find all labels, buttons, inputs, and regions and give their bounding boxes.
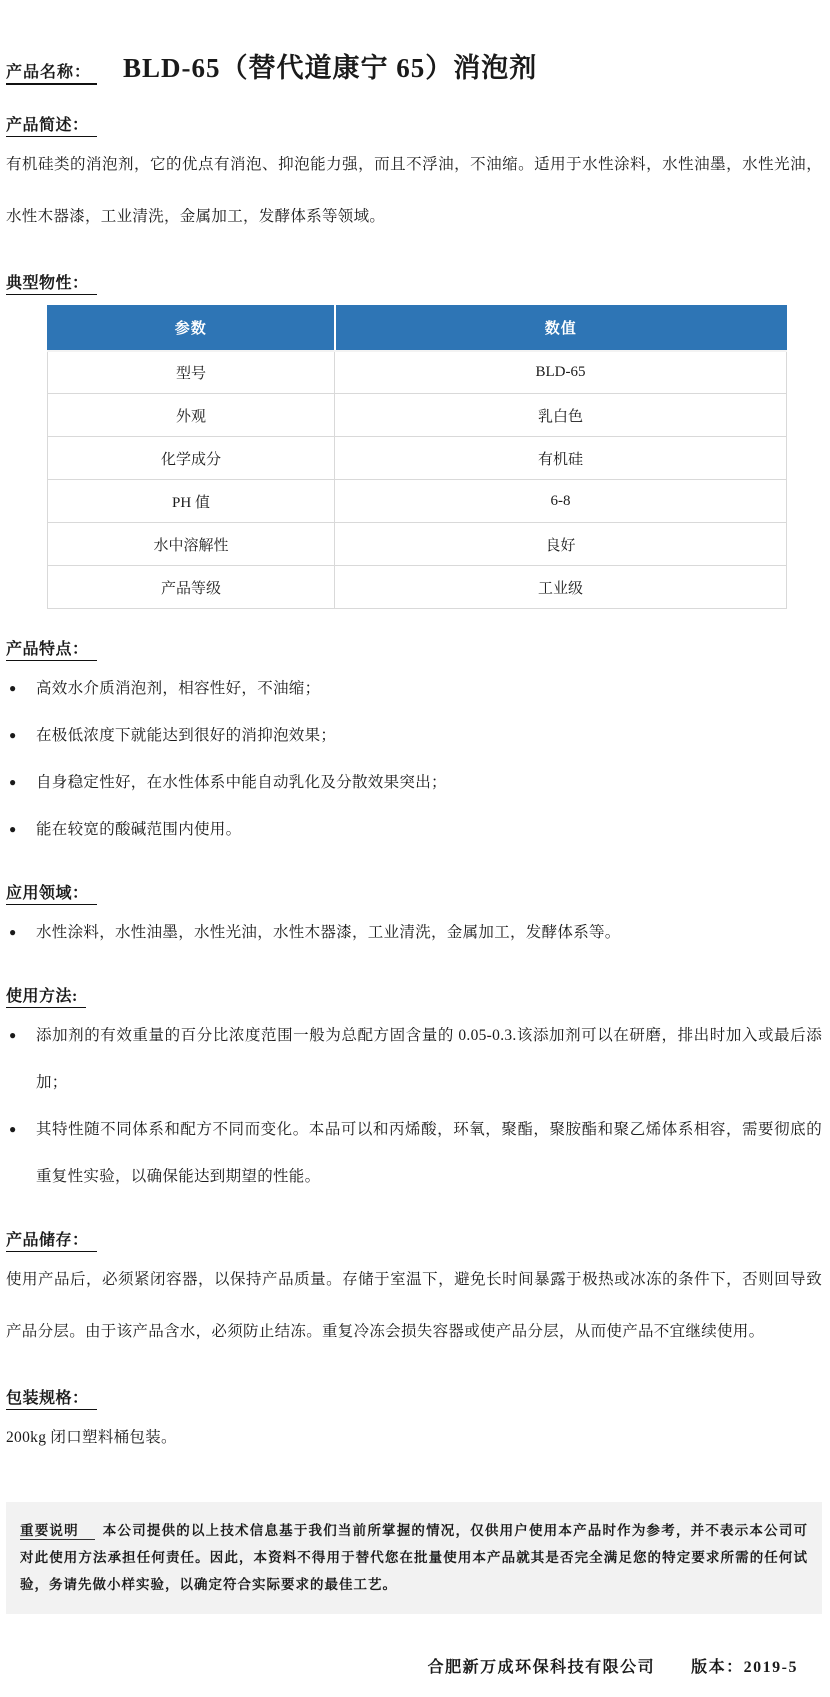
table-row [48, 394, 787, 437]
version-label: 版本：2019-5 [691, 1659, 798, 1676]
notice-label: 重要说明 [20, 1523, 95, 1540]
important-notice-box [6, 1502, 822, 1614]
param-cell: 化学成分 [48, 437, 335, 480]
table-row [48, 523, 787, 566]
feature-text: 自身稳定性好，在水性体系中能自动乳化及分散效果突出； [36, 774, 447, 791]
feature-text: 高效水介质消泡剂，相容性好，不油缩； [36, 680, 321, 697]
feature-text: 能在较宽的酸碱范围内使用。 [36, 821, 242, 838]
value-cell: 6-8 [335, 480, 787, 523]
bullet-icon: ● [9, 681, 17, 695]
list-item [6, 712, 822, 759]
notice-text: 本公司提供的以上技术信息基于我们当前所掌握的情况，仅供用户使用本产品时作为参考，并不表示本公司可对此使用方法承担任何责任。因此，本资料不得用于替代您在批量使用本产品就其是否完全满足您的特定要求所需的任何试验，务请先做小样实验，以确定符合实际要求的最佳工艺。 [20, 1523, 809, 1592]
document-footer [6, 1654, 822, 1677]
value-cell: 良好 [335, 523, 787, 566]
applications-list [6, 909, 822, 956]
usage-list [6, 1012, 822, 1200]
application-text: 水性涂料，水性油墨，水性光油，水性木器漆，工业清洗，金属加工，发酵体系等。 [36, 924, 621, 941]
properties-table [47, 305, 787, 609]
bullet-icon: ● [9, 822, 17, 836]
param-cell: 水中溶解性 [48, 523, 335, 566]
table-row [48, 480, 787, 523]
column-header-value: 数值 [335, 306, 787, 351]
document-title-line [6, 46, 822, 85]
table-row [48, 437, 787, 480]
bullet-icon: ● [9, 1122, 17, 1136]
section-heading-applications-label: 应用领域： [6, 885, 97, 905]
features-list [6, 665, 822, 853]
brief-paragraph: 有机硅类的消泡剂，它的优点有消泡、抑泡能力强，而且不浮油，不油缩。适用于水性涂料，水性油墨，水性光油，水性木器漆，工业清洗，金属加工，发酵体系等领域。 [6, 156, 822, 225]
packaging-paragraph: 200kg 闭口塑料桶包装。 [6, 1429, 177, 1446]
value-cell: 有机硅 [335, 437, 787, 480]
table-row [48, 566, 787, 609]
column-header-param: 参数 [48, 306, 335, 351]
list-item [6, 909, 822, 956]
table-header-row [48, 306, 787, 351]
bullet-icon: ● [9, 1028, 17, 1042]
section-heading-packaging [6, 1385, 822, 1408]
param-cell: PH 值 [48, 480, 335, 523]
table-row [48, 351, 787, 394]
bullet-icon: ● [9, 925, 17, 939]
param-cell: 外观 [48, 394, 335, 437]
feature-text: 在极低浓度下就能达到很好的消抑泡效果； [36, 727, 337, 744]
bullet-icon: ● [9, 728, 17, 742]
bullet-icon: ● [9, 775, 17, 789]
product-name-label: 产品名称： [6, 59, 97, 85]
param-cell: 产品等级 [48, 566, 335, 609]
section-heading-storage-label: 产品储存： [6, 1232, 97, 1252]
section-heading-brief-label: 产品简述： [6, 117, 97, 137]
list-item [6, 1106, 822, 1200]
value-cell: 工业级 [335, 566, 787, 609]
section-heading-storage [6, 1227, 822, 1250]
usage-text: 其特性随不同体系和配方不同而变化。本品可以和丙烯酸，环氧，聚酯，聚胺酯和聚乙烯体系相容，需要彻底的重复性实验，以确保能达到期望的性能。 [36, 1121, 822, 1185]
section-heading-usage [6, 983, 822, 1006]
value-cell: 乳白色 [335, 394, 787, 437]
section-heading-features-label: 产品特点： [6, 641, 97, 661]
page-title: BLD-65（替代道康宁 65）消泡剂 [123, 53, 538, 83]
list-item [6, 759, 822, 806]
usage-text: 添加剂的有效重量的百分比浓度范围一般为总配方固含量的 0.05-0.3.该添加剂可以在研磨，排出时加入或最后添加； [36, 1027, 822, 1091]
section-heading-features [6, 636, 822, 659]
storage-paragraph: 使用产品后，必须紧闭容器，以保持产品质量。存储于室温下，避免长时间暴露于极热或冰冻的条件下，否则回导致产品分层。由于该产品含水，必须防止结冻。重复冷冻会损失容器或使产品分层，从而使产品不宜继续使用。 [6, 1271, 822, 1340]
section-heading-packaging-label: 包装规格： [6, 1390, 97, 1410]
param-cell: 型号 [48, 351, 335, 394]
section-heading-properties-label: 典型物性： [6, 275, 97, 295]
list-item [6, 1012, 822, 1106]
section-heading-applications [6, 880, 822, 903]
list-item [6, 665, 822, 712]
section-heading-brief [6, 112, 822, 135]
list-item [6, 806, 822, 853]
company-name: 合肥新万成环保科技有限公司 [427, 1659, 656, 1676]
section-heading-properties [6, 270, 822, 293]
value-cell: BLD-65 [335, 351, 787, 394]
section-heading-usage-label: 使用方法: [6, 988, 86, 1008]
